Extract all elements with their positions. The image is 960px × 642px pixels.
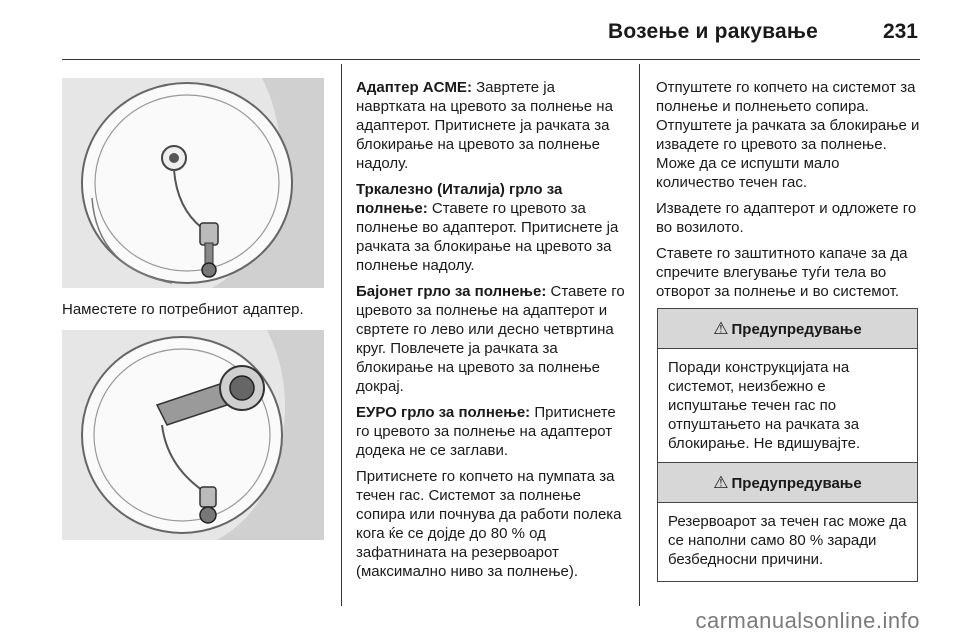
warning-box-2 [657,462,918,582]
figure-caption: Наместете го потребниот адаптер. [62,301,304,318]
warning-body: Поради конструкцијата на системот, неизбежно е испуштање течен гас по отпуштањето на рачката за блокирање. Не вдишувајте. [668,359,861,452]
warning-header: ⚠ Предупредување [658,463,917,503]
warning-body: Резервоарот за течен гас може да се наполни само 80 % заради безбедносни причини. [668,513,907,568]
paragraph-acme: Адаптер ACME: Завртете ја навртката на цревото за полнење на адаптерот. Притиснете ја рачката за блокирање на цревото за полнење надолу. [356,79,613,172]
page-header [0,14,918,54]
paragraph-italy: Тркалезно (Италија) грло за полнење: Ставете го цревото за полнење во адаптерот. Притиснете ја рачката за блокирање на цревото за полнење надолу. [356,181,619,274]
paragraph-euro: ЕУРО грло за полнење: Притиснете го цревото за полнење на адаптерот додека не се заглави. [356,404,616,459]
paragraph-release: Отпуштете го копчето на системот за полнење и полнењето сопира. Отпуштете ја рачката за блокирање и извадете го цревото за полнење. Може да се испушти мало количество течен гас. [656,79,920,191]
warning-triangle-icon: ⚠ [713,319,729,338]
warning-triangle-icon: ⚠ [713,473,729,492]
heading-bayonet: Бајонет грло за полнење: [356,283,547,300]
paragraph-pump: Притиснете го копчето на пумпата за течен гас. Системот за полнење сопира или почнува да работи полека кога ќе се дојде до 80 % од зафатнината на резервоарот (максимално ниво за полнење). [356,468,622,580]
middle-column [356,78,628,588]
right-column [656,78,922,308]
heading-acme: Адаптер ACME: [356,79,472,96]
column-divider-2 [639,64,640,606]
page-title: Возење и ракување [608,20,818,43]
heading-euro: ЕУРО грло за полнење: [356,404,531,421]
paragraph-remove-adapter: Извадете го адаптерот и одложете го во возилото. [656,200,917,236]
heading-italy: Тркалезно (Италија) грло за полнење: [356,181,563,217]
illustration-adapter-installed [62,330,324,540]
warning-box-1 [657,308,918,466]
illustration-filler-flap-adapter [62,78,324,288]
column-divider-1 [341,64,342,606]
watermark: carmanualsonline.info [695,608,920,633]
header-rule [62,59,920,60]
warning-header: ⚠ Предупредување [658,309,917,349]
paragraph-cap: Ставете го заштитното капаче за да спречите влегување туѓи тела во отворот за полнење и во системот. [656,245,908,300]
paragraph-bayonet: Бајонет грло за полнење: Ставете го цревото за полнење на адаптерот и свртете го лево или десно четвртина круг. Повлечете ја рачката за блокирање на цревото за полнење докрај. [356,283,625,395]
page-number: 231 [882,20,918,43]
